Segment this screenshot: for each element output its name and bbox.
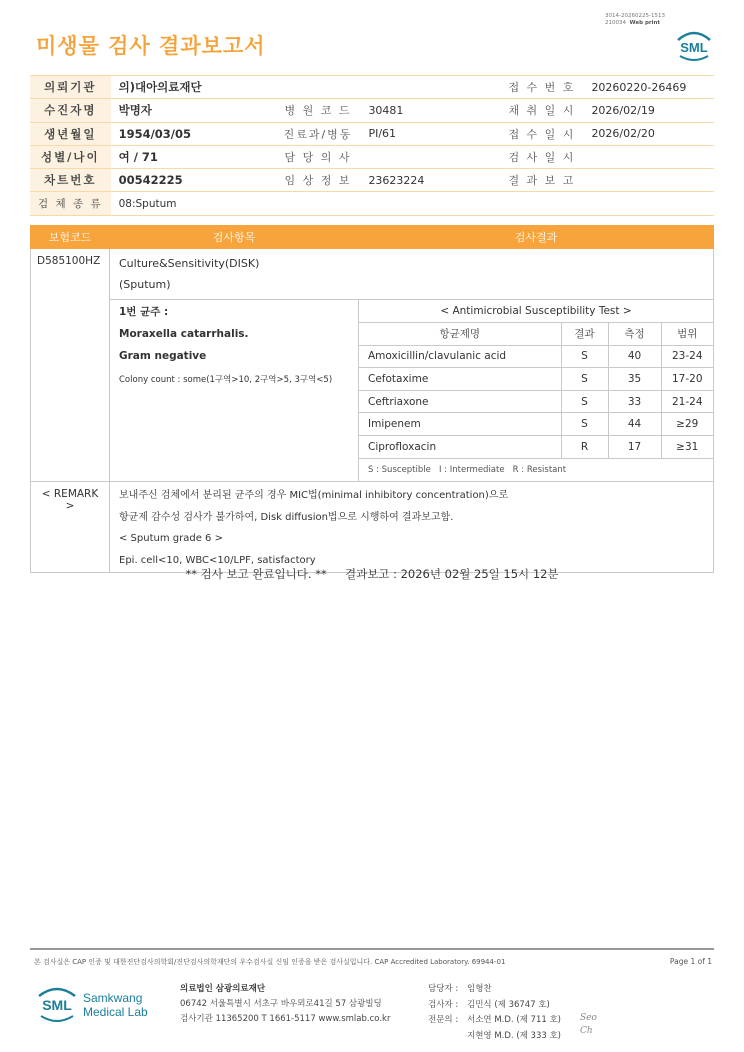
ast-measure: 33	[608, 390, 661, 413]
info-value: 의)대아의료재단	[111, 76, 276, 99]
organization-info	[180, 982, 390, 1027]
accreditation-note: 본 검사실은 CAP 인증 및 대한진단검사의학회/진단검사의학재단의 우수검사실 신임 인증을 받은 검사실입니다. CAP Accredited Laboratory. 69944-01	[34, 958, 506, 966]
brand-line1: Samkwang	[83, 991, 143, 1005]
info-value	[583, 145, 714, 168]
ast-drug: Ciprofloxacin	[359, 436, 561, 459]
info-label: 병 원 코 드	[276, 99, 361, 122]
ast-row	[359, 368, 713, 391]
info-label: 의뢰기관	[30, 76, 111, 99]
print-type: Web print	[629, 19, 661, 26]
info-value	[360, 145, 500, 168]
info-value	[360, 76, 500, 99]
info-label: 채 취 일 시	[500, 99, 583, 122]
info-value: 30481	[360, 99, 500, 122]
info-label: 성별/나이	[30, 145, 111, 168]
org-name: 의료법인 삼광의료재단	[180, 984, 266, 994]
info-value: 00542225	[111, 169, 276, 192]
header-test-item: 검사항목	[110, 226, 359, 249]
staff-name: 김민식 (제 36747 호)	[467, 999, 550, 1010]
specimen-label: 검 체 종 류	[30, 192, 111, 215]
info-label: 생년월일	[30, 122, 111, 145]
staff-role: 전문의 :	[428, 1015, 459, 1025]
staff-role: 담당자 :	[428, 984, 459, 994]
gram-stain: Gram negative	[119, 350, 207, 363]
staff-line	[428, 998, 561, 1014]
info-label: 결 과 보 고	[500, 169, 583, 192]
samkwang-logo-icon	[37, 982, 157, 1026]
org-address: 06742 서울특별시 서초구 바우뫼로41길 57 삼광빌딩	[180, 999, 382, 1009]
document-code-line2: 210034	[605, 19, 626, 26]
staff-info	[428, 982, 561, 1044]
info-value: 20260220-26469	[583, 76, 714, 99]
ast-legend: S : Susceptible I : Intermediate R : Resistant	[368, 464, 567, 475]
ast-range: ≥29	[661, 413, 713, 436]
ast-range: 21-24	[661, 390, 713, 413]
ast-result: R	[561, 436, 608, 459]
header-insurance-code: 보험코드	[31, 226, 110, 249]
info-value: 23623224	[360, 169, 500, 192]
ast-result: S	[561, 368, 608, 391]
sml-logo-icon	[674, 28, 714, 62]
logo-text: SML	[42, 997, 72, 1013]
organism-label: 1번 균주 :	[119, 305, 169, 318]
page-number: Page 1 of 1	[669, 957, 712, 966]
info-label: 임 상 정 보	[276, 169, 361, 192]
ast-row	[359, 436, 713, 459]
ast-row	[359, 345, 713, 368]
colony-count: Colony count : some(1구역>10, 2구역>5, 3구역<5)	[119, 375, 333, 386]
ast-drug: Cefotaxime	[359, 368, 561, 391]
info-label: 차트번호	[30, 169, 111, 192]
specimen-value: 08:Sputum	[111, 192, 714, 215]
test-name: Culture&Sensitivity(DISK)	[119, 257, 260, 270]
info-value	[583, 169, 714, 192]
info-label	[276, 76, 361, 99]
staff-name: 임형찬	[467, 984, 492, 994]
info-label: 접 수 번 호	[500, 76, 583, 99]
staff-name: 지현영 M.D. (제 333 호)	[467, 1030, 562, 1041]
info-label: 수진자명	[30, 99, 111, 122]
ast-drug: Amoxicillin/clavulanic acid	[359, 345, 561, 368]
signature-2: Ch	[580, 1026, 593, 1036]
info-value: 2026/02/19	[583, 99, 714, 122]
ast-header-result: 결과	[561, 323, 608, 346]
info-value: 1954/03/05	[111, 122, 276, 145]
info-label: 접 수 일 시	[500, 122, 583, 145]
ast-measure: 35	[608, 368, 661, 391]
result-table	[30, 225, 714, 573]
info-label: 검 사 일 시	[500, 145, 583, 168]
ast-table	[359, 300, 713, 481]
ast-row	[359, 413, 713, 436]
ast-measure: 17	[608, 436, 661, 459]
ast-range: ≥31	[661, 436, 713, 459]
ast-drug: Ceftriaxone	[359, 390, 561, 413]
ast-title: < Antimicrobial Susceptibility Test >	[359, 300, 713, 323]
info-value: PI/61	[360, 122, 500, 145]
document-code-line: 3014-20260225-1513	[605, 13, 665, 19]
ast-range: 23-24	[661, 345, 713, 368]
signature-1: Seo	[580, 1013, 597, 1023]
ast-row	[359, 390, 713, 413]
remark-line: Epi. cell<10, WBC<10/LPF, satisfactory	[119, 555, 316, 567]
brand-line2: Medical Lab	[83, 1005, 148, 1019]
staff-line	[428, 1029, 561, 1045]
remark-line: < Sputum grade 6 >	[119, 532, 223, 544]
organism-name: Moraxella catarrhalis.	[119, 327, 249, 340]
ast-result: S	[561, 345, 608, 368]
signature	[580, 1012, 597, 1038]
insurance-code: D585100HZ	[31, 249, 110, 482]
ast-header-drug: 항균제명	[359, 323, 561, 346]
info-value: 여 / 71	[111, 145, 276, 168]
info-label: 담 당 의 사	[276, 145, 361, 168]
ast-range: 17-20	[661, 368, 713, 391]
org-contact: 검사기관 11365200 T 1661-5117 www.smlab.co.kr	[180, 1014, 391, 1024]
ast-header-measure: 측정	[608, 323, 661, 346]
info-label: 진료과/병동	[276, 122, 361, 145]
document-code	[605, 13, 665, 26]
footer-divider	[30, 948, 714, 950]
header-test-result: 검사결과	[359, 226, 714, 249]
staff-line	[428, 1013, 561, 1029]
ast-measure: 44	[608, 413, 661, 436]
test-specimen: (Sputum)	[119, 278, 171, 291]
staff-line	[428, 982, 561, 998]
remark-line: 보내주신 검체에서 분리된 균주의 경우 MIC법(minimal inhibitory concentration)으로	[119, 489, 509, 501]
report-complete-text: ** 검사 보고 완료입니다. ** 결과보고 : 2026년 02월 25일 15시 12분	[185, 567, 559, 581]
ast-drug: Imipenem	[359, 413, 561, 436]
staff-name: 서소연 M.D. (제 711 호)	[467, 1015, 562, 1025]
staff-role: 검사자 :	[428, 999, 459, 1010]
remark-line: 항균제 감수성 검사가 불가하여, Disk diffusion법으로 시행하여 결과보고함.	[119, 512, 454, 524]
ast-header-range: 범위	[661, 323, 713, 346]
info-value: 2026/02/20	[583, 122, 714, 145]
ast-result: S	[561, 413, 608, 436]
logo-text: SML	[680, 40, 708, 55]
remark-label: < REMARK >	[31, 481, 110, 572]
page-title: 미생물 검사 결과보고서	[36, 34, 266, 58]
info-value: 박명자	[111, 99, 276, 122]
ast-result: S	[561, 390, 608, 413]
patient-info-table	[30, 75, 714, 216]
ast-measure: 40	[608, 345, 661, 368]
